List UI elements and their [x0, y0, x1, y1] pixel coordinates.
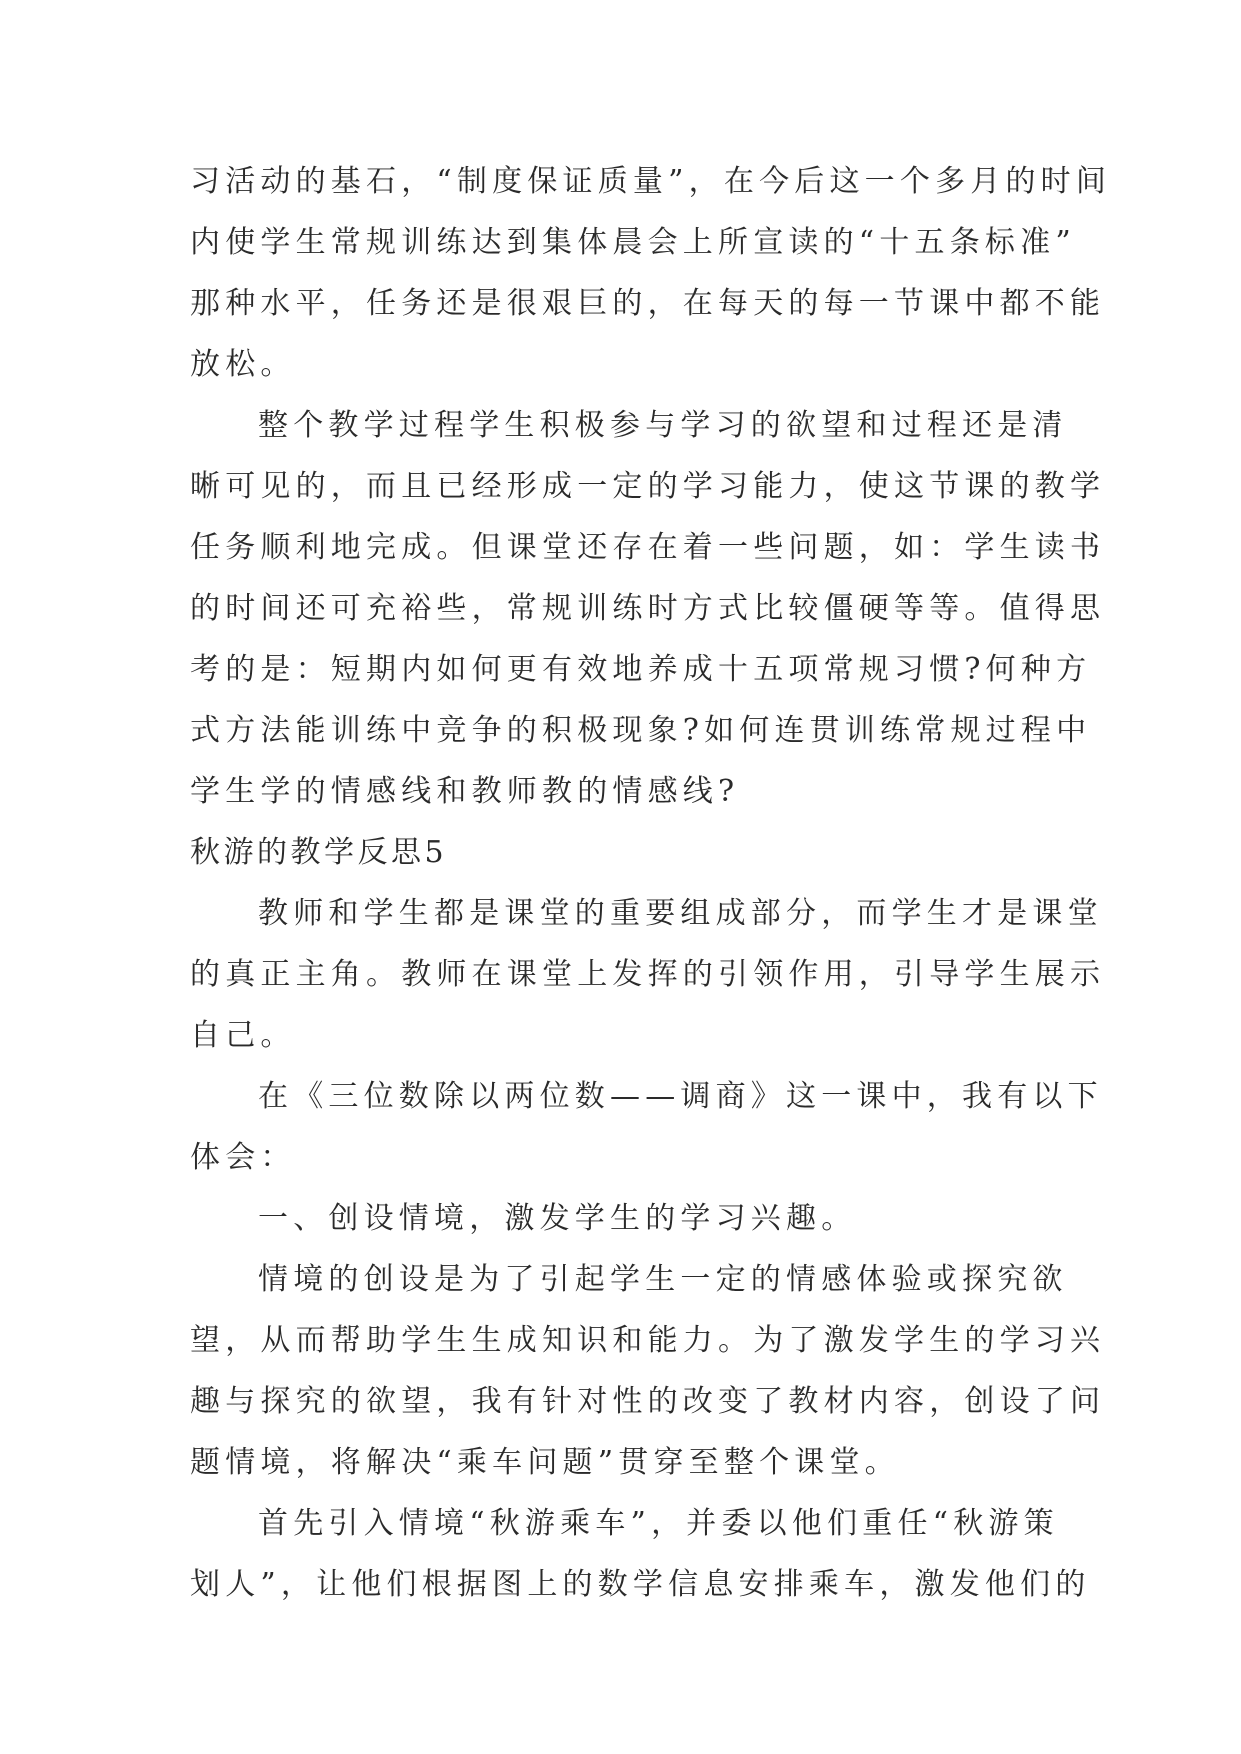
subheading-line: 一、创设情境，激发学生的学习兴趣。 — [258, 1201, 857, 1236]
paragraph-line: 的时间还可充裕些，常规训练时方式比较僵硬等等。值得思 — [190, 591, 1106, 626]
paragraph-line: 望，从而帮助学生生成知识和能力。为了激发学生的学习兴 — [190, 1323, 1106, 1358]
paragraph-line: 情境的创设是为了引起学生一定的情感体验或探究欲 — [258, 1262, 1068, 1297]
paragraph-line: 题情境，将解决“乘车问题”贯穿至整个课堂。 — [190, 1445, 900, 1480]
paragraph-line: 划人”，让他们根据图上的数学信息安排乘车，激发他们的 — [190, 1567, 1091, 1602]
paragraph-line: 在《三位数除以两位数——调商》这一课中，我有以下 — [258, 1079, 1103, 1114]
paragraph-line: 教师和学生都是课堂的重要组成部分，而学生才是课堂 — [258, 896, 1103, 931]
paragraph-line: 体会： — [190, 1140, 296, 1175]
section-heading: 秋游的教学反思5 — [190, 835, 448, 870]
paragraph-line: 任务顺利地完成。但课堂还存在着一些问题，如：学生读书 — [190, 530, 1106, 565]
paragraph-line: 放松。 — [190, 347, 296, 382]
paragraph-line: 学生学的情感线和教师教的情感线? — [190, 774, 740, 809]
paragraph-line: 那种水平，任务还是很艰巨的，在每天的每一节课中都不能 — [190, 286, 1106, 321]
paragraph-line: 整个教学过程学生积极参与学习的欲望和过程还是清 — [258, 408, 1068, 443]
paragraph-line: 式方法能训练中竞争的积极现象?如何连贯训练常规过程中 — [190, 713, 1092, 748]
paragraph-line: 习活动的基石，“制度保证质量”，在今后这一个多月的时间 — [190, 164, 1112, 199]
paragraph-line: 自己。 — [190, 1018, 296, 1053]
paragraph-line: 晰可见的，而且已经形成一定的学习能力，使这节课的教学 — [190, 469, 1106, 504]
paragraph-line: 首先引入情境“秋游乘车”，并委以他们重任“秋游策 — [258, 1506, 1059, 1541]
paragraph-line: 的真正主角。教师在课堂上发挥的引领作用，引导学生展示 — [190, 957, 1106, 992]
paragraph-line: 趣与探究的欲望，我有针对性的改变了教材内容，创设了问 — [190, 1384, 1106, 1419]
paragraph-line: 考的是：短期内如何更有效地养成十五项常规习惯?何种方 — [190, 652, 1092, 687]
paragraph-line: 内使学生常规训练达到集体晨会上所宣读的“十五条标准” — [190, 225, 1076, 260]
